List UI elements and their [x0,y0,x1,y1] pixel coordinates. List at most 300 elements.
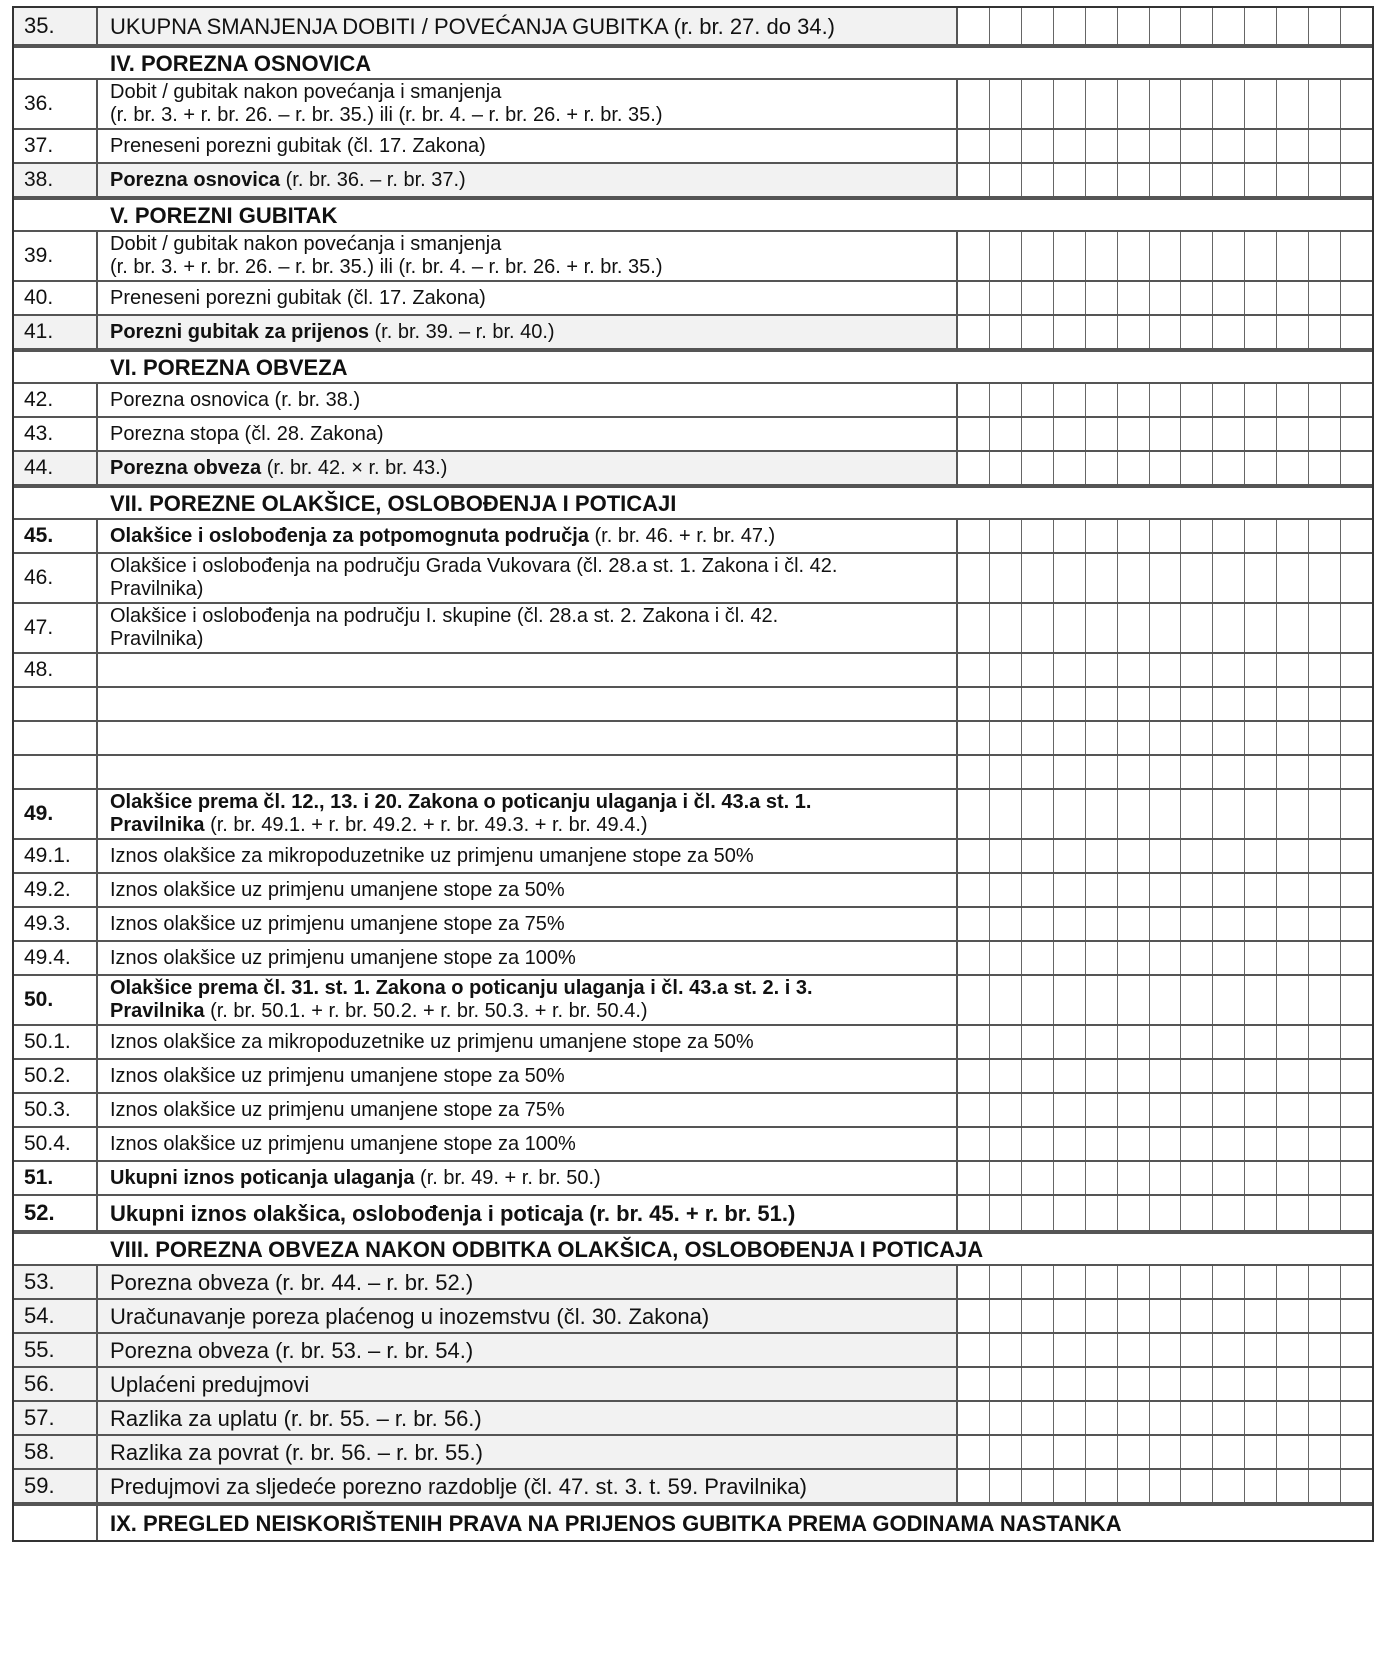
amount-digit-cell[interactable] [990,520,1022,552]
amount-digit-cell[interactable] [1086,756,1118,788]
amount-digit-cell[interactable] [1341,908,1372,940]
amount-digit-cell[interactable] [1054,942,1086,974]
amount-digit-cell[interactable] [1309,384,1341,416]
amount-digit-cell[interactable] [1022,232,1054,280]
amount-digit-cell[interactable] [1118,1470,1150,1502]
amount-digit-cell[interactable] [1086,1196,1118,1230]
amount-digit-cell[interactable] [1150,1334,1182,1366]
amount-digit-cell[interactable] [1341,756,1372,788]
amount-digit-cell[interactable] [1309,80,1341,128]
amount-digit-cell[interactable] [1309,520,1341,552]
amount-digit-cell[interactable] [1022,1060,1054,1092]
amount-digit-cell[interactable] [1118,80,1150,128]
amount-digit-cell[interactable] [1277,1300,1309,1332]
amount-digit-cell[interactable] [1213,1162,1245,1194]
amount-digit-cell[interactable] [1022,316,1054,348]
amount-digit-cell[interactable] [1277,1162,1309,1194]
amount-digit-cell[interactable] [1181,1470,1213,1502]
amount-digit-cell[interactable] [958,840,990,872]
amount-digit-cell[interactable] [1181,418,1213,450]
amount-digit-cell[interactable] [1118,976,1150,1024]
amount-digit-cell[interactable] [1022,942,1054,974]
amount-digit-cell[interactable] [1213,316,1245,348]
amount-digit-cell[interactable] [1341,80,1372,128]
amount-digit-cell[interactable] [1277,8,1309,44]
amount-digit-cell[interactable] [1118,756,1150,788]
amount-digit-cell[interactable] [1086,604,1118,652]
amount-digit-cell[interactable] [1181,384,1213,416]
amount-digit-cell[interactable] [1245,80,1277,128]
amount-digit-cell[interactable] [1277,1060,1309,1092]
amount-digit-cell[interactable] [1181,1162,1213,1194]
amount-digit-cell[interactable] [1277,1402,1309,1434]
amount-digit-cell[interactable] [958,1436,990,1468]
amount-digit-cell[interactable] [1150,1300,1182,1332]
amount-digit-cell[interactable] [1245,164,1277,196]
amount-digit-cell[interactable] [1150,8,1182,44]
amount-digit-cell[interactable] [1054,1300,1086,1332]
amount-digit-cell[interactable] [1022,282,1054,314]
amount-digit-cell[interactable] [1213,130,1245,162]
amount-digit-cell[interactable] [1054,8,1086,44]
amount-digit-cell[interactable] [1341,942,1372,974]
amount-digit-cell[interactable] [1150,604,1182,652]
amount-digit-cell[interactable] [990,316,1022,348]
amount-digit-cell[interactable] [1181,1266,1213,1298]
amount-digit-cell[interactable] [1341,1094,1372,1126]
amount-digit-cell[interactable] [1086,418,1118,450]
amount-digit-cell[interactable] [1181,80,1213,128]
amount-digit-cell[interactable] [1213,520,1245,552]
amount-digit-cell[interactable] [1054,1266,1086,1298]
amount-digit-cell[interactable] [1341,452,1372,484]
amount-digit-cell[interactable] [1181,1094,1213,1126]
amount-digit-cell[interactable] [958,1300,990,1332]
amount-digit-cell[interactable] [1341,164,1372,196]
amount-digit-cell[interactable] [1118,520,1150,552]
amount-digit-cell[interactable] [1213,756,1245,788]
amount-digit-cell[interactable] [1341,384,1372,416]
amount-digit-cell[interactable] [1150,1436,1182,1468]
amount-digit-cell[interactable] [1118,840,1150,872]
amount-digit-cell[interactable] [1181,554,1213,602]
amount-digit-cell[interactable] [1245,130,1277,162]
amount-digit-cell[interactable] [1277,840,1309,872]
amount-digit-cell[interactable] [1277,1026,1309,1058]
amount-digit-cell[interactable] [1341,1162,1372,1194]
amount-digit-cell[interactable] [1022,604,1054,652]
amount-digit-cell[interactable] [958,520,990,552]
amount-digit-cell[interactable] [1086,1094,1118,1126]
amount-digit-cell[interactable] [1309,1368,1341,1400]
amount-digit-cell[interactable] [958,316,990,348]
amount-digit-cell[interactable] [1150,688,1182,720]
amount-digit-cell[interactable] [958,1060,990,1092]
amount-digit-cell[interactable] [1118,654,1150,686]
amount-digit-cell[interactable] [1086,316,1118,348]
amount-digit-cell[interactable] [1086,8,1118,44]
amount-digit-cell[interactable] [1245,908,1277,940]
amount-digit-cell[interactable] [1181,756,1213,788]
amount-digit-cell[interactable] [990,282,1022,314]
amount-digit-cell[interactable] [1309,1026,1341,1058]
amount-digit-cell[interactable] [1341,1026,1372,1058]
amount-digit-cell[interactable] [1086,1436,1118,1468]
amount-digit-cell[interactable] [1245,1368,1277,1400]
amount-digit-cell[interactable] [1086,722,1118,754]
amount-digit-cell[interactable] [1309,130,1341,162]
amount-digit-cell[interactable] [1086,1368,1118,1400]
amount-digit-cell[interactable] [1277,384,1309,416]
amount-digit-cell[interactable] [1086,1162,1118,1194]
amount-digit-cell[interactable] [990,688,1022,720]
amount-digit-cell[interactable] [1277,1094,1309,1126]
amount-digit-cell[interactable] [1245,8,1277,44]
amount-digit-cell[interactable] [1309,874,1341,906]
amount-digit-cell[interactable] [1309,232,1341,280]
amount-digit-cell[interactable] [1213,942,1245,974]
amount-digit-cell[interactable] [958,976,990,1024]
amount-digit-cell[interactable] [1150,840,1182,872]
amount-digit-cell[interactable] [1181,452,1213,484]
amount-digit-cell[interactable] [1245,1402,1277,1434]
amount-digit-cell[interactable] [1086,1300,1118,1332]
amount-digit-cell[interactable] [1245,756,1277,788]
amount-digit-cell[interactable] [1054,790,1086,838]
amount-digit-cell[interactable] [990,1300,1022,1332]
amount-digit-cell[interactable] [958,1266,990,1298]
amount-digit-cell[interactable] [1245,316,1277,348]
amount-digit-cell[interactable] [1150,554,1182,602]
amount-digit-cell[interactable] [1150,942,1182,974]
amount-digit-cell[interactable] [1213,384,1245,416]
amount-digit-cell[interactable] [1181,722,1213,754]
amount-digit-cell[interactable] [990,1196,1022,1230]
amount-digit-cell[interactable] [990,418,1022,450]
amount-digit-cell[interactable] [1341,1470,1372,1502]
amount-digit-cell[interactable] [1341,8,1372,44]
amount-digit-cell[interactable] [958,164,990,196]
amount-digit-cell[interactable] [958,790,990,838]
amount-digit-cell[interactable] [1054,1094,1086,1126]
amount-digit-cell[interactable] [1054,554,1086,602]
amount-digit-cell[interactable] [1054,756,1086,788]
amount-digit-cell[interactable] [1118,688,1150,720]
amount-digit-cell[interactable] [1213,8,1245,44]
amount-digit-cell[interactable] [1245,282,1277,314]
amount-digit-cell[interactable] [1309,1128,1341,1160]
amount-digit-cell[interactable] [1054,976,1086,1024]
amount-digit-cell[interactable] [1341,1368,1372,1400]
amount-digit-cell[interactable] [1150,654,1182,686]
amount-digit-cell[interactable] [1118,282,1150,314]
amount-digit-cell[interactable] [1054,1436,1086,1468]
amount-digit-cell[interactable] [1022,520,1054,552]
amount-digit-cell[interactable] [1022,1334,1054,1366]
amount-digit-cell[interactable] [990,976,1022,1024]
amount-digit-cell[interactable] [1150,1026,1182,1058]
amount-digit-cell[interactable] [1054,1368,1086,1400]
amount-digit-cell[interactable] [1150,452,1182,484]
amount-digit-cell[interactable] [1245,840,1277,872]
amount-digit-cell[interactable] [1054,520,1086,552]
amount-digit-cell[interactable] [1309,164,1341,196]
amount-digit-cell[interactable] [1341,1334,1372,1366]
amount-digit-cell[interactable] [990,942,1022,974]
amount-digit-cell[interactable] [1181,654,1213,686]
amount-digit-cell[interactable] [1341,1196,1372,1230]
amount-digit-cell[interactable] [1118,1162,1150,1194]
amount-digit-cell[interactable] [1022,1368,1054,1400]
amount-digit-cell[interactable] [1181,1402,1213,1434]
amount-digit-cell[interactable] [1277,688,1309,720]
amount-digit-cell[interactable] [1118,1026,1150,1058]
amount-digit-cell[interactable] [1277,1470,1309,1502]
amount-digit-cell[interactable] [1245,1196,1277,1230]
amount-digit-cell[interactable] [1150,316,1182,348]
amount-digit-cell[interactable] [1054,384,1086,416]
amount-digit-cell[interactable] [958,1094,990,1126]
amount-digit-cell[interactable] [1022,164,1054,196]
amount-digit-cell[interactable] [1341,316,1372,348]
amount-digit-cell[interactable] [1181,1060,1213,1092]
amount-digit-cell[interactable] [990,1470,1022,1502]
amount-digit-cell[interactable] [1086,232,1118,280]
amount-digit-cell[interactable] [1277,520,1309,552]
amount-digit-cell[interactable] [1245,1094,1277,1126]
amount-digit-cell[interactable] [1118,1402,1150,1434]
amount-digit-cell[interactable] [1181,164,1213,196]
amount-digit-cell[interactable] [1341,688,1372,720]
amount-digit-cell[interactable] [1054,130,1086,162]
amount-digit-cell[interactable] [1150,282,1182,314]
amount-digit-cell[interactable] [990,1128,1022,1160]
amount-digit-cell[interactable] [1181,604,1213,652]
amount-digit-cell[interactable] [1341,1266,1372,1298]
amount-digit-cell[interactable] [1181,688,1213,720]
amount-digit-cell[interactable] [1022,384,1054,416]
amount-digit-cell[interactable] [990,1368,1022,1400]
amount-digit-cell[interactable] [990,1060,1022,1092]
amount-digit-cell[interactable] [1022,756,1054,788]
amount-digit-cell[interactable] [1181,840,1213,872]
amount-digit-cell[interactable] [958,908,990,940]
amount-digit-cell[interactable] [1213,282,1245,314]
amount-digit-cell[interactable] [990,790,1022,838]
amount-digit-cell[interactable] [1086,130,1118,162]
amount-digit-cell[interactable] [1277,554,1309,602]
amount-digit-cell[interactable] [958,654,990,686]
amount-digit-cell[interactable] [958,722,990,754]
amount-digit-cell[interactable] [1086,520,1118,552]
amount-digit-cell[interactable] [1118,164,1150,196]
amount-digit-cell[interactable] [1341,130,1372,162]
amount-digit-cell[interactable] [1245,1128,1277,1160]
amount-digit-cell[interactable] [1309,1196,1341,1230]
amount-digit-cell[interactable] [1022,976,1054,1024]
amount-digit-cell[interactable] [1054,1334,1086,1366]
amount-digit-cell[interactable] [1054,418,1086,450]
amount-digit-cell[interactable] [958,756,990,788]
amount-digit-cell[interactable] [1022,452,1054,484]
amount-digit-cell[interactable] [1150,1470,1182,1502]
amount-digit-cell[interactable] [1086,654,1118,686]
amount-digit-cell[interactable] [1341,654,1372,686]
amount-digit-cell[interactable] [958,604,990,652]
amount-digit-cell[interactable] [1181,976,1213,1024]
amount-digit-cell[interactable] [1150,1196,1182,1230]
amount-digit-cell[interactable] [958,554,990,602]
amount-digit-cell[interactable] [1309,604,1341,652]
amount-digit-cell[interactable] [1277,1128,1309,1160]
amount-digit-cell[interactable] [1277,722,1309,754]
amount-digit-cell[interactable] [1118,316,1150,348]
amount-digit-cell[interactable] [1213,418,1245,450]
amount-digit-cell[interactable] [1309,1094,1341,1126]
amount-digit-cell[interactable] [1309,1162,1341,1194]
amount-digit-cell[interactable] [990,1162,1022,1194]
amount-digit-cell[interactable] [1118,908,1150,940]
amount-digit-cell[interactable] [1022,874,1054,906]
amount-digit-cell[interactable] [1118,1436,1150,1468]
amount-digit-cell[interactable] [1054,282,1086,314]
amount-digit-cell[interactable] [1150,790,1182,838]
amount-digit-cell[interactable] [1022,1026,1054,1058]
amount-digit-cell[interactable] [1054,840,1086,872]
amount-digit-cell[interactable] [1054,316,1086,348]
amount-digit-cell[interactable] [1054,604,1086,652]
amount-digit-cell[interactable] [958,282,990,314]
amount-digit-cell[interactable] [990,654,1022,686]
amount-digit-cell[interactable] [1245,976,1277,1024]
amount-digit-cell[interactable] [1277,654,1309,686]
amount-digit-cell[interactable] [1054,232,1086,280]
amount-digit-cell[interactable] [1245,554,1277,602]
amount-digit-cell[interactable] [1309,282,1341,314]
amount-digit-cell[interactable] [990,8,1022,44]
amount-digit-cell[interactable] [1277,1436,1309,1468]
amount-digit-cell[interactable] [1309,840,1341,872]
amount-digit-cell[interactable] [958,1334,990,1366]
amount-digit-cell[interactable] [1118,384,1150,416]
amount-digit-cell[interactable] [1213,1300,1245,1332]
amount-digit-cell[interactable] [1309,452,1341,484]
amount-digit-cell[interactable] [1245,1334,1277,1366]
amount-digit-cell[interactable] [990,1094,1022,1126]
amount-digit-cell[interactable] [1213,976,1245,1024]
amount-digit-cell[interactable] [1086,908,1118,940]
amount-digit-cell[interactable] [1309,908,1341,940]
amount-digit-cell[interactable] [1150,418,1182,450]
amount-digit-cell[interactable] [990,164,1022,196]
amount-digit-cell[interactable] [1022,654,1054,686]
amount-digit-cell[interactable] [1118,554,1150,602]
amount-digit-cell[interactable] [1022,790,1054,838]
amount-digit-cell[interactable] [990,1026,1022,1058]
amount-digit-cell[interactable] [1309,1436,1341,1468]
amount-digit-cell[interactable] [1245,688,1277,720]
amount-digit-cell[interactable] [1086,554,1118,602]
amount-digit-cell[interactable] [1054,688,1086,720]
amount-digit-cell[interactable] [1245,604,1277,652]
amount-digit-cell[interactable] [1054,1060,1086,1092]
amount-digit-cell[interactable] [1054,1402,1086,1434]
amount-digit-cell[interactable] [1213,604,1245,652]
amount-digit-cell[interactable] [1022,1094,1054,1126]
amount-digit-cell[interactable] [1054,908,1086,940]
amount-digit-cell[interactable] [958,452,990,484]
amount-digit-cell[interactable] [1086,1060,1118,1092]
amount-digit-cell[interactable] [990,840,1022,872]
amount-digit-cell[interactable] [1150,976,1182,1024]
amount-digit-cell[interactable] [1181,8,1213,44]
amount-digit-cell[interactable] [958,1368,990,1400]
amount-digit-cell[interactable] [1118,1128,1150,1160]
amount-digit-cell[interactable] [1181,790,1213,838]
amount-digit-cell[interactable] [1086,452,1118,484]
amount-digit-cell[interactable] [1022,8,1054,44]
amount-digit-cell[interactable] [1181,232,1213,280]
amount-digit-cell[interactable] [1181,1128,1213,1160]
amount-digit-cell[interactable] [958,1470,990,1502]
amount-digit-cell[interactable] [1309,688,1341,720]
amount-digit-cell[interactable] [1213,1196,1245,1230]
amount-digit-cell[interactable] [1213,164,1245,196]
amount-digit-cell[interactable] [1245,1266,1277,1298]
amount-digit-cell[interactable] [1086,1026,1118,1058]
amount-digit-cell[interactable] [1022,80,1054,128]
amount-digit-cell[interactable] [1309,554,1341,602]
amount-digit-cell[interactable] [1054,164,1086,196]
amount-digit-cell[interactable] [1086,282,1118,314]
amount-digit-cell[interactable] [1213,790,1245,838]
amount-digit-cell[interactable] [1245,1470,1277,1502]
amount-digit-cell[interactable] [1213,908,1245,940]
amount-digit-cell[interactable] [1309,8,1341,44]
amount-digit-cell[interactable] [1181,1196,1213,1230]
amount-digit-cell[interactable] [1245,790,1277,838]
amount-digit-cell[interactable] [990,874,1022,906]
amount-digit-cell[interactable] [1086,976,1118,1024]
amount-digit-cell[interactable] [1213,1266,1245,1298]
amount-digit-cell[interactable] [1245,1162,1277,1194]
amount-digit-cell[interactable] [1118,130,1150,162]
amount-digit-cell[interactable] [1341,1300,1372,1332]
amount-digit-cell[interactable] [1054,1026,1086,1058]
amount-digit-cell[interactable] [1150,1162,1182,1194]
amount-digit-cell[interactable] [1022,688,1054,720]
amount-digit-cell[interactable] [958,8,990,44]
amount-digit-cell[interactable] [958,384,990,416]
amount-digit-cell[interactable] [1341,1128,1372,1160]
amount-digit-cell[interactable] [958,942,990,974]
amount-digit-cell[interactable] [1245,942,1277,974]
amount-digit-cell[interactable] [1245,654,1277,686]
amount-digit-cell[interactable] [1150,1402,1182,1434]
amount-digit-cell[interactable] [1054,654,1086,686]
amount-digit-cell[interactable] [1181,1436,1213,1468]
amount-digit-cell[interactable] [1309,1334,1341,1366]
amount-digit-cell[interactable] [1181,282,1213,314]
amount-digit-cell[interactable] [1054,452,1086,484]
amount-digit-cell[interactable] [1022,1300,1054,1332]
amount-digit-cell[interactable] [1118,790,1150,838]
amount-digit-cell[interactable] [1118,722,1150,754]
amount-digit-cell[interactable] [1213,722,1245,754]
amount-digit-cell[interactable] [1341,604,1372,652]
amount-digit-cell[interactable] [990,554,1022,602]
amount-digit-cell[interactable] [1150,1266,1182,1298]
